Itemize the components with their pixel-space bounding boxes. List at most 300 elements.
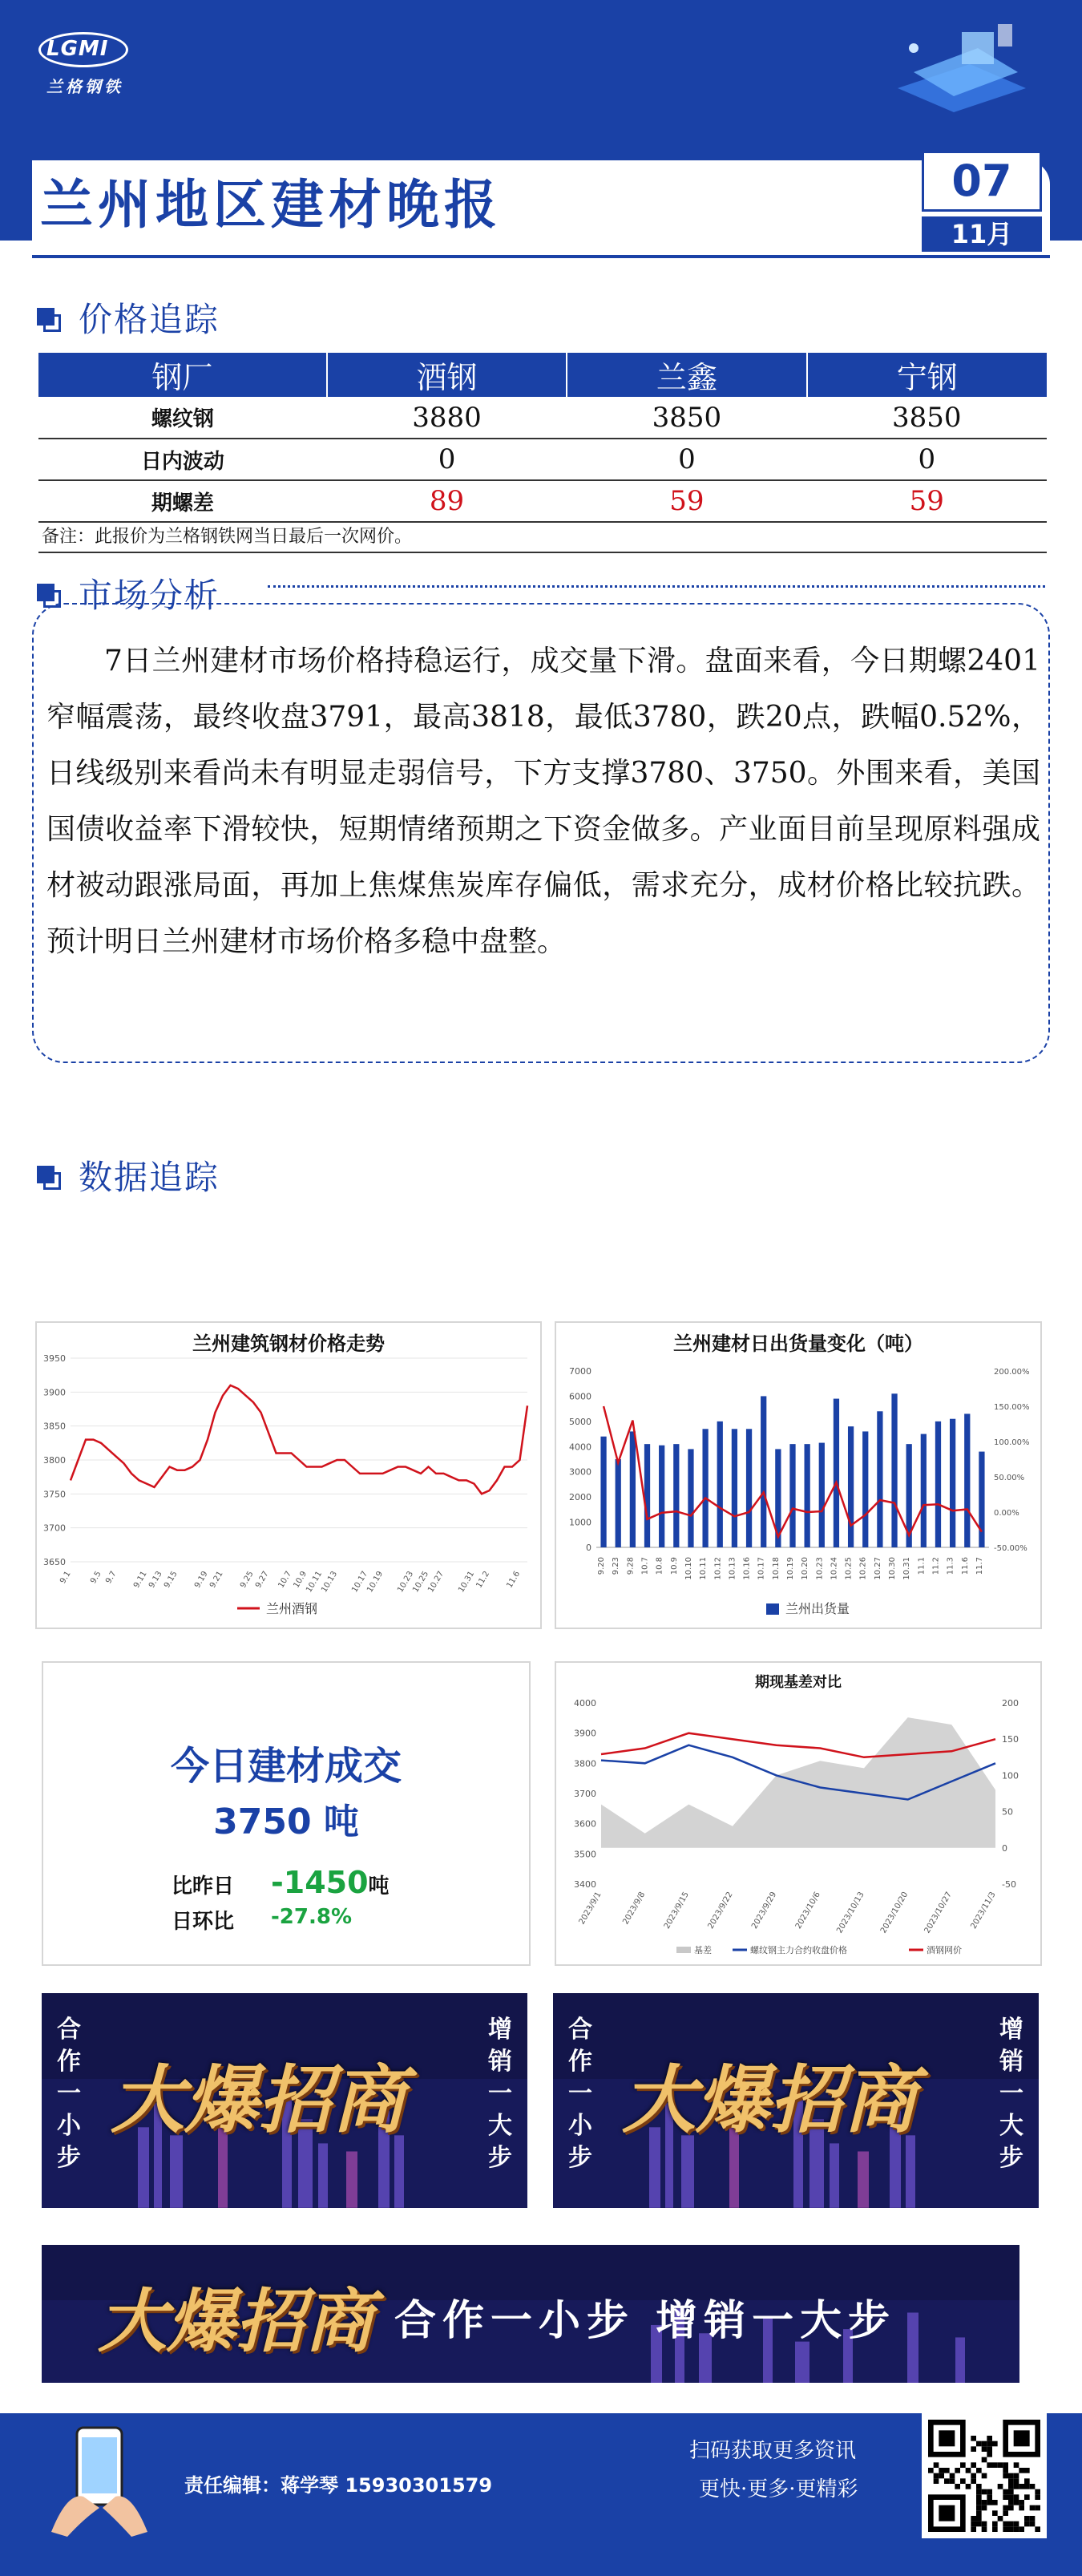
x-tick-label: 10.17 [350, 1570, 370, 1595]
x-tick-label: 9.25 [238, 1570, 256, 1590]
x-tick-label: 9.13 [147, 1570, 164, 1590]
x-tick-label: 2023/10/6 [793, 1891, 822, 1931]
qr-module [976, 2489, 982, 2495]
y2-tick-label: 50 [1002, 1806, 1013, 1818]
x-tick-label: 10.17 [757, 1557, 766, 1580]
x-tick-label: 10.19 [365, 1570, 386, 1595]
ratio-label: 日环比 [172, 1910, 235, 1934]
x-tick-label: 10.13 [728, 1557, 737, 1580]
bar [805, 1444, 810, 1547]
bar [702, 1429, 708, 1547]
bar [950, 1419, 955, 1547]
qr-module [976, 2494, 982, 2500]
bar [717, 1421, 723, 1547]
x-tick-label: 10.25 [411, 1570, 431, 1595]
vertical-char: 销 [488, 2048, 512, 2076]
qr-module [992, 2510, 998, 2516]
qr-module [992, 2526, 998, 2532]
vertical-char: 增 [999, 2016, 1023, 2044]
x-tick-label: 9.20 [597, 1557, 607, 1575]
title-underline [32, 255, 1050, 258]
legend-label: 兰州出货量 [785, 1601, 850, 1616]
footer-scan: 扫码获取更多资讯 [689, 2439, 857, 2463]
x-tick-label: 10.25 [844, 1557, 854, 1580]
x-tick-label: 11.2 [474, 1570, 492, 1590]
x-tick-label: 10.19 [786, 1557, 795, 1580]
vertical-char: 一 [57, 2080, 81, 2108]
footer-more: 更快·更多·更精彩 [699, 2477, 858, 2501]
qr-module [1003, 2505, 1008, 2511]
y-tick-label: 4000 [574, 1698, 596, 1709]
page-title: 兰州地区建材晚报 [40, 173, 502, 236]
y-tick-label: 3800 [574, 1758, 596, 1769]
left-vertical-slogan [53, 2014, 85, 2174]
y-tick-label: 1000 [569, 1517, 591, 1528]
qr-module [944, 2478, 950, 2484]
qr-module [1003, 2473, 1008, 2479]
qr-module [987, 2489, 992, 2495]
legend-swatch [676, 1947, 691, 1953]
y-tick-label: 3900 [574, 1728, 596, 1739]
vertical-char: 步 [57, 2144, 81, 2172]
x-tick-label: 9.5 [89, 1570, 103, 1586]
right-vertical-slogan [484, 2014, 516, 2174]
chart-title: 兰州建筑钢材价格走势 [192, 1332, 385, 1355]
qr-module [1003, 2468, 1008, 2473]
qr-module [934, 2473, 939, 2479]
vs-yesterday-label: 比昨日 [172, 1874, 235, 1899]
legend-label: 螺纹钢主力合约收盘价格 [750, 1945, 847, 1955]
trade-panel [42, 1661, 531, 1966]
bar [834, 1399, 839, 1547]
analysis-section-title: 市场分析 [79, 576, 220, 615]
qr-module [1024, 2516, 1030, 2521]
cell: 89 [327, 480, 567, 522]
trade-vs-yesterday [172, 1865, 390, 1900]
bar [732, 1429, 737, 1547]
qr-finder [1014, 2430, 1030, 2446]
qr-module [971, 2446, 976, 2452]
x-tick-label: 11.7 [975, 1557, 984, 1575]
banner-slogan: 合作一小步 增销一大步 [394, 2297, 897, 2345]
x-tick-label: 10.9 [669, 1557, 679, 1575]
y-tick-label: 6000 [569, 1391, 591, 1402]
qr-module [950, 2473, 955, 2479]
qr-module [1030, 2516, 1036, 2521]
x-tick-label: 10.31 [457, 1570, 477, 1595]
row-label: 期螺差 [38, 480, 327, 522]
qr-module [982, 2473, 987, 2479]
qr-module [1014, 2462, 1019, 2468]
y2-tick-label: -50.00% [994, 1544, 1027, 1553]
vertical-char: 步 [568, 2144, 592, 2172]
vertical-char: 合 [57, 2016, 81, 2044]
x-tick-label: 2023/9/29 [750, 1891, 779, 1931]
qr-code[interactable] [922, 2413, 1047, 2538]
x-tick-label: 11.6 [505, 1570, 523, 1590]
x-tick-label: 2023/10/27 [923, 1891, 954, 1935]
qr-finder [939, 2505, 955, 2521]
y2-tick-label: 100 [1002, 1770, 1019, 1781]
promo-banner-left[interactable] [42, 1993, 527, 2208]
bar [659, 1446, 664, 1547]
qr-module [1014, 2484, 1019, 2489]
basis-svg [556, 1663, 1044, 1967]
square-bullet-icon [37, 1166, 61, 1190]
qr-module [998, 2462, 1003, 2468]
y-tick-label: 3000 [569, 1466, 591, 1478]
y-tick-label: 3850 [43, 1421, 66, 1432]
qr-module [971, 2521, 976, 2527]
ratio-value: -27.8% [271, 1905, 352, 1929]
chart-title: 期现基差对比 [755, 1674, 842, 1691]
qr-module [1030, 2484, 1036, 2489]
qr-module [982, 2446, 987, 2452]
x-tick-label: 10.16 [742, 1557, 752, 1580]
y-tick-label: 3750 [43, 1489, 66, 1500]
series-line [71, 1385, 527, 1494]
vertical-char: 大 [999, 2112, 1023, 2140]
qr-module [987, 2500, 992, 2505]
square-bullet-icon [37, 308, 61, 332]
qr-module [987, 2436, 992, 2441]
banner-headline: 大爆招商 [98, 2281, 373, 2362]
bar [630, 1431, 636, 1547]
x-tick-label: 10.27 [426, 1570, 446, 1595]
qr-module [1024, 2484, 1030, 2489]
qr-module [998, 2516, 1003, 2521]
y2-tick-label: 200.00% [994, 1368, 1030, 1377]
qr-module [971, 2473, 976, 2479]
qr-module [966, 2484, 971, 2489]
qr-module [934, 2462, 939, 2468]
qr-module [1014, 2526, 1019, 2532]
qr-module [934, 2478, 939, 2484]
qr-module [982, 2500, 987, 2505]
cell: 3880 [327, 397, 567, 439]
price-table [38, 353, 1047, 523]
qr-module [939, 2468, 944, 2473]
qr-module [971, 2526, 976, 2532]
x-tick-label: 10.26 [858, 1557, 868, 1580]
cell: 0 [567, 439, 806, 480]
x-tick-label: 2023/9/22 [706, 1891, 735, 1931]
qr-module [1014, 2494, 1019, 2500]
qr-module [976, 2468, 982, 2473]
qr-module [1008, 2478, 1014, 2484]
y-tick-label: 3900 [43, 1387, 66, 1398]
x-tick-label: 10.12 [713, 1557, 723, 1580]
x-tick-label: 2023/9/1 [577, 1891, 604, 1927]
y-tick-label: 5000 [569, 1416, 591, 1427]
qr-module [1008, 2521, 1014, 2527]
bar [979, 1452, 984, 1547]
qr-module [971, 2478, 976, 2484]
vertical-char: 增 [488, 2016, 512, 2044]
x-tick-label: 10.7 [640, 1557, 650, 1575]
shipment-chart [555, 1321, 1042, 1629]
shipment-svg [556, 1323, 1044, 1631]
y-tick-label: 4000 [569, 1442, 591, 1453]
x-tick-label: 9.27 [253, 1570, 271, 1590]
table-row [38, 480, 1047, 522]
vertical-char: 作 [568, 2048, 592, 2076]
qr-module [982, 2489, 987, 2495]
y-tick-label: 3700 [574, 1789, 596, 1799]
vertical-char: 销 [999, 2048, 1023, 2076]
qr-module [982, 2457, 987, 2463]
qr-module [1008, 2489, 1014, 2495]
x-tick-label: 9.15 [162, 1570, 180, 1590]
row-label: 螺纹钢 [38, 397, 327, 439]
y-tick-label: 3950 [43, 1353, 66, 1364]
qr-module [1035, 2526, 1040, 2532]
price-trend-svg [37, 1323, 543, 1631]
vertical-char: 作 [57, 2048, 81, 2076]
banner-headline: 大爆招商 [622, 2056, 918, 2143]
x-tick-label: 2023/11/3 [969, 1891, 998, 1931]
qr-module [1003, 2494, 1008, 2500]
qr-finder [939, 2430, 955, 2446]
qr-code-icon [928, 2420, 1040, 2532]
vertical-char: 步 [999, 2144, 1023, 2172]
qr-module [987, 2446, 992, 2452]
qr-module [1019, 2526, 1024, 2532]
dotted-divider [268, 585, 1045, 588]
bar [789, 1444, 795, 1547]
bar [921, 1434, 927, 1547]
y-tick-label: 3650 [43, 1557, 66, 1567]
price-note: 备注：此报价为兰格钢铁网当日最后一次网价。 [38, 523, 1047, 553]
qr-module [1030, 2521, 1036, 2527]
qr-module [1008, 2473, 1014, 2479]
bar [688, 1449, 693, 1547]
qr-module [1014, 2473, 1019, 2479]
qr-module [976, 2484, 982, 2489]
qr-module [976, 2441, 982, 2447]
bar [877, 1411, 882, 1547]
y-tick-label: 0 [586, 1543, 591, 1553]
x-tick-label: 9.1 [59, 1570, 73, 1586]
y-tick-label: 2000 [569, 1492, 591, 1503]
promo-banner-wide[interactable] [42, 2245, 1019, 2383]
logo-text: LGMI [46, 37, 109, 61]
qr-module [1003, 2526, 1008, 2532]
vertical-char: 小 [57, 2112, 81, 2140]
qr-module [955, 2468, 960, 2473]
x-tick-label: 10.11 [699, 1557, 709, 1580]
x-tick-label: 11.1 [917, 1557, 927, 1575]
qr-module [1003, 2510, 1008, 2516]
qr-module [1014, 2500, 1019, 2505]
bar [761, 1396, 766, 1547]
x-tick-label: 10.27 [873, 1557, 882, 1580]
chart-title: 兰州建材日出货量变化（吨） [673, 1332, 923, 1355]
cell: 0 [807, 439, 1047, 480]
x-tick-label: 2023/10/13 [835, 1891, 866, 1935]
qr-module [982, 2526, 987, 2532]
x-tick-label: 10.10 [684, 1557, 693, 1580]
y2-tick-label: 50.00% [994, 1474, 1025, 1482]
y-tick-label: 7000 [569, 1366, 591, 1377]
tech-illustration-icon [866, 16, 1042, 120]
qr-module [998, 2484, 1003, 2489]
qr-module [1035, 2505, 1040, 2511]
x-tick-label: 11.3 [946, 1557, 955, 1575]
trade-ratio [172, 1905, 352, 1935]
qr-module [992, 2500, 998, 2505]
y2-tick-label: 150 [1002, 1734, 1019, 1745]
x-tick-label: 10.11 [305, 1570, 325, 1595]
x-tick-label: 10.8 [655, 1557, 664, 1575]
x-tick-label: 10.18 [771, 1557, 781, 1580]
qr-module [1024, 2468, 1030, 2473]
vs-yesterday-unit: 吨 [368, 1874, 390, 1899]
x-tick-label: 10.23 [815, 1557, 825, 1580]
qr-module [950, 2478, 955, 2484]
y2-tick-label: 100.00% [994, 1438, 1030, 1447]
legend-swatch [766, 1603, 779, 1615]
bar [848, 1426, 854, 1547]
cell: 59 [807, 480, 1047, 522]
y2-tick-label: 150.00% [994, 1403, 1030, 1412]
x-tick-label: 10.31 [902, 1557, 912, 1580]
bar [862, 1431, 868, 1547]
col-header: 酒钢 [327, 353, 567, 397]
x-tick-label: 2023/9/15 [662, 1891, 691, 1931]
vertical-char: 合 [568, 2016, 592, 2044]
qr-module [982, 2441, 987, 2447]
cell: 3850 [807, 397, 1047, 439]
qr-module [992, 2462, 998, 2468]
x-tick-label: 2023/10/20 [878, 1891, 910, 1935]
cell: 0 [327, 439, 567, 480]
price-table-header [38, 353, 1047, 397]
qr-module [987, 2494, 992, 2500]
qr-module [955, 2484, 960, 2489]
qr-module [976, 2505, 982, 2511]
date-day: 07 [922, 151, 1042, 212]
qr-module [960, 2462, 966, 2468]
bar [673, 1444, 679, 1547]
x-tick-label: 10.24 [830, 1557, 839, 1580]
vs-yesterday-number: -1450 [271, 1865, 369, 1900]
trade-title: 今日建材成交 [170, 1744, 402, 1789]
logo-sub: 兰格钢铁 [46, 77, 123, 96]
y-tick-label: 3700 [43, 1523, 66, 1534]
x-tick-label: 9.11 [131, 1570, 149, 1590]
right-vertical-slogan [995, 2014, 1027, 2174]
vertical-char: 一 [488, 2080, 512, 2108]
qr-module [982, 2505, 987, 2511]
vs-yesterday-value [271, 1865, 390, 1900]
qr-module [1035, 2489, 1040, 2495]
left-vertical-slogan [564, 2014, 596, 2174]
x-tick-label: 11.2 [931, 1557, 941, 1575]
bar [935, 1421, 941, 1547]
bar [600, 1437, 606, 1547]
qr-module [1024, 2478, 1030, 2484]
x-tick-label: 10.20 [801, 1557, 810, 1580]
x-tick-label: 10.23 [396, 1570, 416, 1595]
analysis-text: 7日兰州建材市场价格持稳运行，成交量下滑。盘面来看，今日期螺2401窄幅震荡，最终收盘3791，最高3818，最低3780，跌20点，跌幅0.52%，日线级别来看尚未有明显走弱信号，下方支撑3780、3750。外围来看，美国国债收益率下滑较快，短期情绪预期之下资金做多。产业面目前呈现原料强成材被动跟涨局面，再加上焦煤焦炭库存偏低，需求充分，成材价格比较抗跌。预计明日兰州建材市场价格多稳中盘整。 [46, 645, 1040, 958]
qr-module [1019, 2484, 1024, 2489]
qr-module [971, 2436, 976, 2441]
qr-module [966, 2468, 971, 2473]
qr-module [987, 2452, 992, 2457]
col-header: 钢厂 [38, 353, 327, 397]
qr-module [976, 2500, 982, 2505]
qr-module [1024, 2494, 1030, 2500]
x-tick-label: 10.13 [320, 1570, 340, 1595]
y2-tick-label: -50 [1002, 1879, 1016, 1890]
bar [644, 1444, 650, 1547]
phone-hand-icon [35, 2420, 164, 2540]
cell: 59 [567, 480, 806, 522]
promo-banner-right[interactable] [553, 1993, 1039, 2208]
banner-headline: 大爆招商 [111, 2056, 406, 2143]
lgmi-logo [38, 32, 135, 96]
row-label: 日内波动 [38, 439, 327, 480]
cell: 3850 [567, 397, 806, 439]
x-tick-label: 2023/9/8 [621, 1891, 648, 1927]
qr-module [987, 2441, 992, 2447]
table-row [38, 439, 1047, 480]
qr-module [944, 2468, 950, 2473]
qr-module [1008, 2505, 1014, 2511]
date-month: 11月 [922, 216, 1042, 252]
bar [746, 1429, 752, 1547]
qr-module [987, 2462, 992, 2468]
qr-module [1014, 2521, 1019, 2527]
qr-module [1008, 2500, 1014, 2505]
y-tick-label: 3800 [43, 1455, 66, 1466]
y2-tick-label: 0 [1002, 1842, 1007, 1854]
qr-module [928, 2468, 934, 2473]
vertical-char: 小 [568, 2112, 592, 2140]
qr-module [1024, 2521, 1030, 2527]
x-tick-label: 9.23 [612, 1557, 621, 1575]
qr-module [960, 2478, 966, 2484]
y2-tick-label: 200 [1002, 1698, 1019, 1709]
x-tick-label: 10.30 [888, 1557, 898, 1580]
footer-editor: 责任编辑：蒋学琴 15930301579 [184, 2474, 493, 2497]
qr-module [992, 2441, 998, 2447]
x-tick-label: 9.28 [626, 1557, 636, 1575]
qr-module [976, 2521, 982, 2527]
vertical-char: 一 [999, 2080, 1023, 2108]
col-header: 兰鑫 [567, 353, 806, 397]
vertical-char: 一 [568, 2080, 592, 2108]
qr-module [1035, 2494, 1040, 2500]
date-badge [922, 151, 1042, 257]
qr-module [1019, 2468, 1024, 2473]
y-tick-label: 3500 [574, 1849, 596, 1860]
basis-chart [555, 1661, 1042, 1966]
x-tick-label: 11.6 [960, 1557, 970, 1575]
legend-label: 基差 [694, 1945, 712, 1955]
qr-module [971, 2462, 976, 2468]
table-row [38, 397, 1047, 439]
qr-module [992, 2521, 998, 2527]
legend-label: 酒钢网价 [927, 1945, 962, 1955]
x-tick-label: 10.9 [292, 1570, 309, 1590]
y-tick-label: 3400 [574, 1879, 596, 1890]
vertical-char: 步 [488, 2144, 512, 2172]
basis-area [601, 1717, 995, 1848]
qr-module [1019, 2500, 1024, 2505]
qr-module [1003, 2462, 1008, 2468]
